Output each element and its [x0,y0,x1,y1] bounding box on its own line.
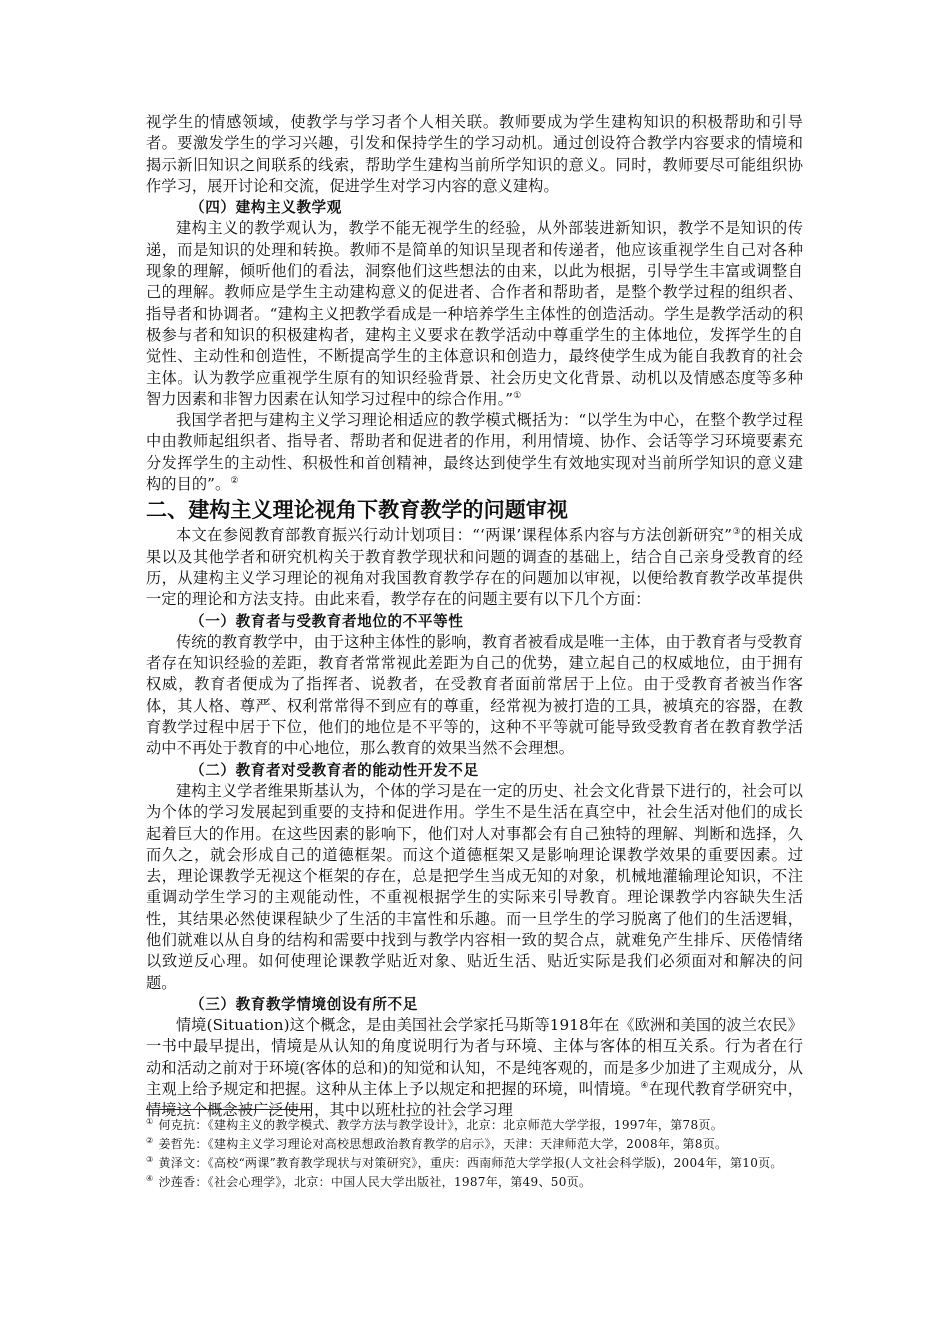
footnote-text: 沙莲香：《社会心理学》，北京：中国人民大学出版社，1987年，第49、50页。 [158,1175,592,1189]
paragraph: 传统的教育教学中，由于这种主体性的影响，教育者被看成是唯一主体，由于教育者与受教育者存在知识经验的差距，教育者常常视此差距为自己的优势，建立起自己的权威地位，由于拥有权威，教育者便成为了指挥者、说教者，在受教育者面前常居于上位。由于受教育者被当作客体，其人格、尊严、权利常常得不到应有的尊重，经常视为被打造的工具，被填充的容器，在教育教学过程中居于下位，他们的地位是不平等的，这种不平等就可能导致受教育者在教育教学活动中不再处于教育的中心地位，那么教育的效果当然不会理想。 [146,632,803,758]
paragraph: 建构主义学者维果斯基认为，个体的学习是在一定的历史、社会文化背景下进行的，社会可以为个体的学习发展起到重要的支持和促进作用。学生不是生活在真空中，社会生活对他们的成长起着巨大的作用。在这些因素的影响下，他们对人对事都会有自己独特的理解、判断和选择，久而久之，就会形成自己的道德框架。而这个道德框架又是影响理论课教学效果的重要因素。过去，理论课教学无视这个框架的存在，总是把学生当成无知的对象，机械地灌输理论知识，不注重调动学生学习的主观能动性，不重视根据学生的实际来引导教育。理论课教学内容缺失生活性，其结果必然使课程缺少了生活的丰富性和乐趣。而一旦学生的学习脱离了他们的生活逻辑，他们就难以从自身的结构和需要中找到与教学内容相一致的契合点，就难免产生排斥、厌倦情绪以致逆反心理。如何使理论课教学贴近对象、贴近生活、贴近实际是我们必须面对和解决的问题。 [146,781,803,992]
footnote-ref[interactable]: ① [513,390,522,401]
paragraph-text: 在现代教育学研究中，情境这个概念被广泛使用，其中以班杜拉的社会学习理 [146,1080,804,1120]
footnote-separator [146,1109,310,1110]
footnote-mark: ① [146,1117,154,1126]
footnote [146,1173,803,1191]
footnote [146,1154,803,1172]
subsection-heading: （四）建构主义教学观 [190,199,342,217]
footnote-ref[interactable]: ④ [640,1081,649,1091]
footnote-mark: ③ [146,1155,154,1164]
paragraph [146,525,803,610]
paragraph-text: 建构主义的教学观认为，教学不能无视学生的经验，从外部装进新知识，教学不是知识的传递，而是知识的处理和转换。教师不是简单的知识呈现者和传递者，他应该重视学生自己对各种现象的理解，倾听他们的看法，洞察他们这些想法的由来，以此为根据，引导学生丰富或调整自己的理解。教师应是学生主动建构意义的促进者、合作者和帮助者，是整个教学过程的组织者、指导者和协调者。“建构主义把教学看成是一种培养学生主体性的创造活动。学生是教学活动的积极参与者和知识的积极建构者，建构主义要求在教学活动中尊重学生的主体地位，发挥学生的自觉性、主动性和创造性，不断提高学生的主体意识和创造力，最终使学生成为能自我教育的社会主体。认为教学应重视学生原有的知识经验背景、社会历史文化背景、动机以及情感态度等多种智力因素和非智力因素在认知学习过程中的综合作用。” [146,219,803,408]
footnote-ref[interactable]: ③ [732,527,741,538]
paragraph-text: 本文在参阅教育部教育振兴行动计划项目：“‘两课’课程体系内容与方法创新研究” [176,526,733,545]
subsection-heading: （二）教育者对受教育者的能动性开发不足 [190,761,479,779]
paragraph-text: 情境(Situation)这个概念，是由美国社会学家托马斯等1918年在《欧洲和美国的波兰农民》一书中最早提出，情境是从认知的角度说明行为者与环境、主体与客体的相互关系。行为者在行动和活动之前对于环境(客体的总和)的知觉和认知，不是纯客观的，而是多少加进了主观成分，从主观上给予规定和把握。这种从主体上予以规定和把握的环境，叫情境。 [146,1016,803,1099]
paragraph: 视学生的情感领域，使教学与学习者个人相关联。教师要成为学生建构知识的积极帮助和引导者。要激发学生的学习兴趣，引发和保持学生的学习动机。通过创设符合教学内容要求的情境和揭示新旧知识之间联系的线索，帮助学生建构当前所学知识的意义。同时，教师要尽可能组织协作学习，展开讨论和交流，促进学生对学习内容的意义建构。 [146,113,803,195]
subsection-heading: （一）教育者与受教育者地位的不平等性 [190,612,464,630]
paragraph [146,1015,803,1121]
footnote-text: 何克抗：《建构主义的教学模式、教学方法与教学设计》，北京：北京师范大学学报，1997年，第78页。 [158,1118,723,1132]
paragraph-text: 我国学者把与建构主义学习理论相适应的教学模式概括为：“以学生为中心，在整个教学过程中由教师起组织者、指导者、帮助者和促进者的作用，利用情境、协作、会话等学习环境要素充分发挥学生的主动性、积极性和首创精神，最终达到使学生有效地实现对当前所学知识的意义建构的目的”。 [146,411,803,494]
footnote-ref[interactable]: ② [230,475,239,486]
paragraph [146,218,803,410]
page-body [146,112,803,1122]
footnote-mark: ④ [146,1174,154,1183]
section-heading: 二、建构主义理论视角下教育教学的问题审视 [146,498,568,523]
subsection-heading: （三）教育教学情境创设有所不足 [190,995,418,1013]
footnotes [146,1116,803,1192]
footnote-text: 姜哲先：《建构主义学习理论对高校思想政治教育教学的启示》，天津：天津师范大学，2008年，第8页。 [158,1137,728,1151]
footnote [146,1116,803,1134]
footnote-text: 黄泽文：《高校“两课”教育教学现状与对策研究》，重庆：西南师范大学学报(人文社会科学版)，2004年，第10页。 [158,1156,783,1170]
footnote-mark: ② [146,1136,154,1145]
paragraph [146,410,803,495]
paragraph-text: 的相关成果以及其他学者和研究机构关于教育教学现状和问题的调查的基础上，结合自己亲身受教育的经历，从建构主义学习理论的视角对我国教育教学存在的问题加以审视，以便给教育教学改革提供一定的理论和方法支持。由此来看，教学存在的问题主要有以下几个方面： [146,526,804,609]
footnote [146,1135,803,1153]
